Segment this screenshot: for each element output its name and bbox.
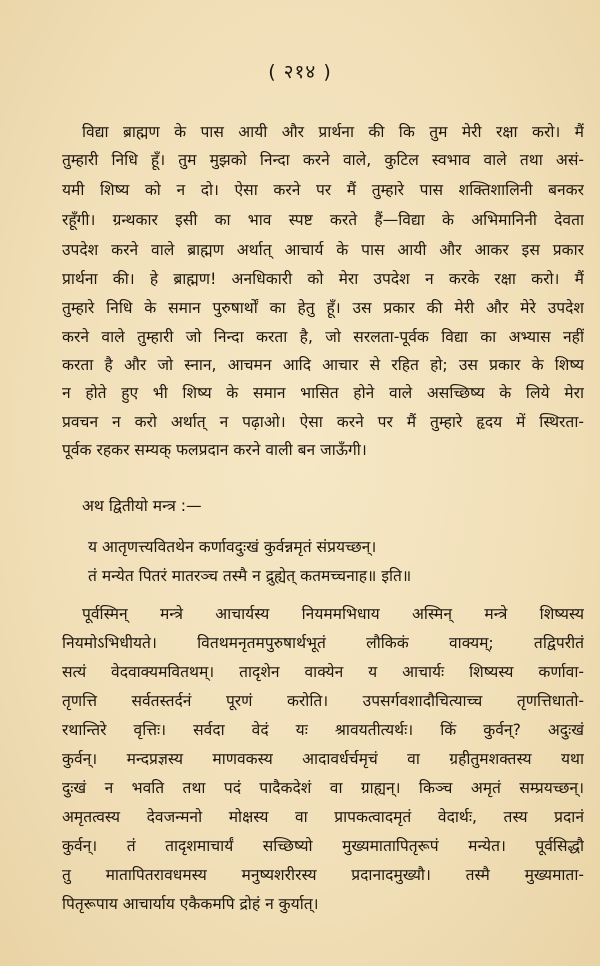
paragraph-2-line: रथान्तिरे वृत्तिः। सर्वदा वेदं यः श्रावयतीत्यर्थः। किं कुर्वन्? अदुःखं: [62, 721, 584, 739]
paragraph-1-line: तुम्हारे निधि के समान पुरुषार्थों का हेतु हूँ। उस प्रकार की मेरी और मेरे उपदेश: [62, 299, 584, 317]
paragraph-2-line: कुर्वन्। मन्दप्रज्ञस्य माणवकस्य आदावर्धर्चमृचं वा ग्रहीतुमशक्तस्य यथा: [62, 750, 584, 768]
paragraph-2-line: अमृतत्वस्य देवजन्मनो मोक्षस्य वा प्रापकत्वादमृतं वेदार्थः, तस्य प्रदानं: [62, 808, 584, 826]
verse-line: तं मन्येत पितरं मातरञ्च तस्मै न द्रुह्येत् कतमच्चनाह॥ इति॥: [88, 567, 412, 585]
paragraph-1-line: पूर्वक रहकर सम्यक् फलप्रदान करने वाली बन जाऊँगी।: [62, 441, 367, 459]
paragraph-1-line: न होते हुए भी शिष्य के समान भासित होने वाले असच्छिष्य के लिये मेरा: [62, 384, 584, 402]
page-number: ( २१४ ): [268, 61, 332, 83]
paragraph-2-line: पूर्वस्मिन् मन्त्रे आचार्यस्य नियममभिधाय अस्मिन् मन्त्रे शिष्यस्य: [82, 605, 584, 623]
paragraph-2-line: सत्यं वेदवाक्यमवितथम्। तादृशेन वाक्येन य आचार्यः शिष्यस्य कर्णावा-: [62, 663, 584, 681]
paragraph-1-line: रहूँगी। ग्रन्थकार इसी का भाव स्पष्ट करते हैं—विद्या के अभिमानिनी देवता: [62, 211, 584, 229]
paragraph-2-line: नियमोऽभिधीयते। वितथमनृतमपुरुषार्थभूतं लौकिकं वाक्यम्; तद्विपरीतं: [62, 634, 584, 652]
paragraph-2-line: तु मातापितरावधमस्य मनुष्यशरीरस्य प्रदानादमुख्यौ। तस्मै मुख्यमाता-: [62, 866, 584, 884]
paragraph-1-line: करता है और जो स्नान, आचमन आदि आचार से रहित हो; उस प्रकार के शिष्य: [62, 356, 584, 374]
mantra-heading: अथ द्वितीयो मन्त्र :—: [82, 497, 202, 515]
paragraph-1-line: उपदेश करने वाले ब्राह्मण अर्थात् आचार्य के पास आयी और आकर इस प्रकार: [62, 241, 584, 259]
paragraph-1-line: तुम्हारी निधि हूँ। तुम मुझको निन्दा करने वाले, कुटिल स्वभाव वाले तथा असं-: [62, 151, 584, 169]
paragraph-2-line: दुःखं न भवति तथा पदं पादैकदेशं वा ग्राह्यन्। किञ्च अमृतं सम्प्रयच्छन्।: [62, 779, 584, 797]
paragraph-1-line: प्रार्थना की। हे ब्राह्मण! अनधिकारी को मेरा उपदेश न करके रक्षा करो। मैं: [62, 270, 584, 288]
paragraph-2-line: पितृरूपाय आचार्याय एकैकमपि द्रोहं न कुर्यात्।: [62, 895, 319, 913]
paragraph-1-line: विद्या ब्राह्मण के पास आयी और प्रार्थना की कि तुम मेरी रक्षा करो। मैं: [82, 123, 584, 141]
paragraph-1-line: यमी शिष्य को न दो। ऐसा करने पर मैं तुम्हारे पास शक्तिशालिनी बनकर: [62, 181, 584, 199]
paragraph-1-line: प्रवचन न करो अर्थात् न पढ़ाओ। ऐसा करने पर मैं तुम्हारे हृदय में स्थिरता-: [62, 413, 584, 431]
paragraph-1-line: करने वाले तुम्हारी जो निन्दा करता है, जो सरलता-पूर्वक विद्या का अभ्यास नहीं: [62, 328, 584, 346]
paragraph-2-line: तृणत्ति सर्वतस्तर्दनं पूरणं करोति। उपसर्गवशादौचित्याच्च तृणत्तिधातो-: [62, 692, 584, 710]
verse-line: य आतृणत्त्यवितथेन कर्णावदुःखं कुर्वन्नमृतं संप्रयच्छन्।: [88, 538, 377, 556]
paragraph-2-line: कुर्वन्। तं तादृशमाचार्यं सच्छिष्यो मुख्यमातापितृरूपं मन्येत। पूर्वसिद्धौ: [62, 837, 584, 855]
